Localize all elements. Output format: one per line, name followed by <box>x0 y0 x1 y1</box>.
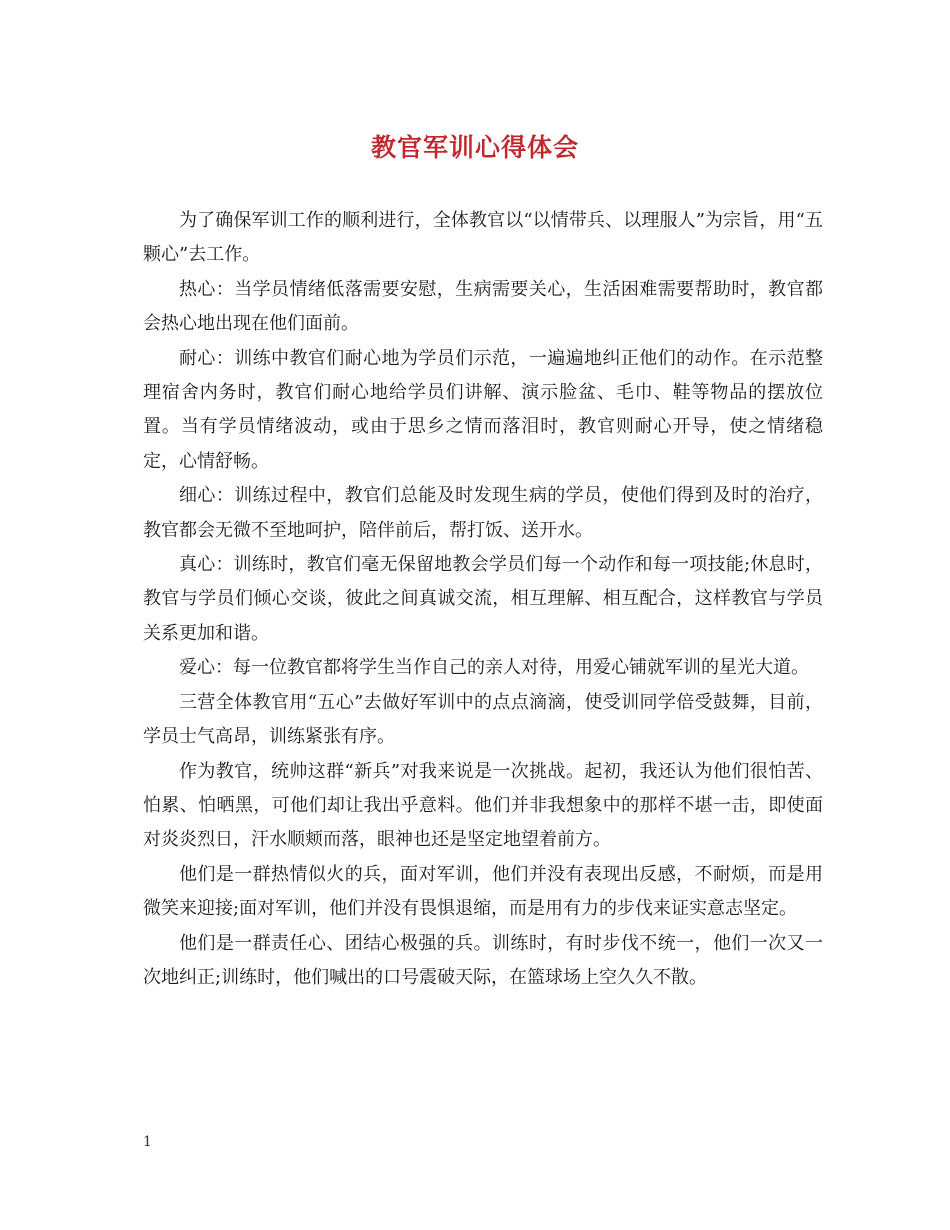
paragraph-enthusiastic-soldiers: 他们是一群热情似火的兵，面对军训，他们并没有表现出反感，不耐烦，而是用微笑来迎接;面对军训，他们并没有畏惧退缩，而是用有力的步伐来证实意志坚定。 <box>143 863 823 920</box>
document-body <box>143 204 823 995</box>
page-number: 1 <box>143 1134 152 1150</box>
paragraph-battalion: 三营全体教官用“五心”去做好军训中的点点滴滴，使受训同学倍受鼓舞，目前，学员士气高昂，训练紧张有序。 <box>143 691 823 748</box>
paragraph-sincerity: 真心：训练时，教官们毫无保留地教会学员们每一个动作和每一项技能;休息时，教官与学员们倾心交谈，彼此之间真诚交流，相互理解、相互配合，这样教官与学员关系更加和谐。 <box>143 554 823 644</box>
paragraph-challenge: 作为教官，统帅这群“新兵”对我来说是一次挑战。起初，我还认为他们很怕苦、怕累、怕晒黑，可他们却让我出乎意料。他们并非我想象中的那样不堪一击，即使面对炎炎烈日，汗水顺颊而落，眼神也还是坚定地望着前方。 <box>143 760 823 851</box>
paragraph-carefulness: 细心：训练过程中，教官们总能及时发现生病的学员，使他们得到及时的治疗，教官都会无微不至地呵护，陪伴前后，帮打饭、送开水。 <box>143 485 823 541</box>
paragraph-enthusiasm: 热心：当学员情绪低落需要安慰，生病需要关心，生活困难需要帮助时，教官都会热心地出现在他们面前。 <box>143 278 823 335</box>
paragraph-patience: 耐心：训练中教官们耐心地为学员们示范，一遍遍地纠正他们的动作。在示范整理宿舍内务时，教官们耐心地给学员们讲解、演示脸盆、毛巾、鞋等物品的摆放位置。当有学员情绪波动，或由于思乡之情而落泪时，教官则耐心开导，使之情绪稳定，心情舒畅。 <box>143 347 823 472</box>
paragraph-love: 爱心：每一位教官都将学生当作自己的亲人对待，用爱心铺就军训的星光大道。 <box>179 657 809 679</box>
paragraph-intro: 为了确保军训工作的顺利进行，全体教官以“以情带兵、以理服人”为宗旨，用“五颗心”去工作。 <box>143 210 823 266</box>
document-title: 教官军训心得体会 <box>370 133 579 162</box>
paragraph-responsible-soldiers: 他们是一群责任心、团结心极强的兵。训练时，有时步伐不统一，他们一次又一次地纠正;训练时，他们喊出的口号震破天际，在篮球场上空久久不散。 <box>143 932 823 988</box>
